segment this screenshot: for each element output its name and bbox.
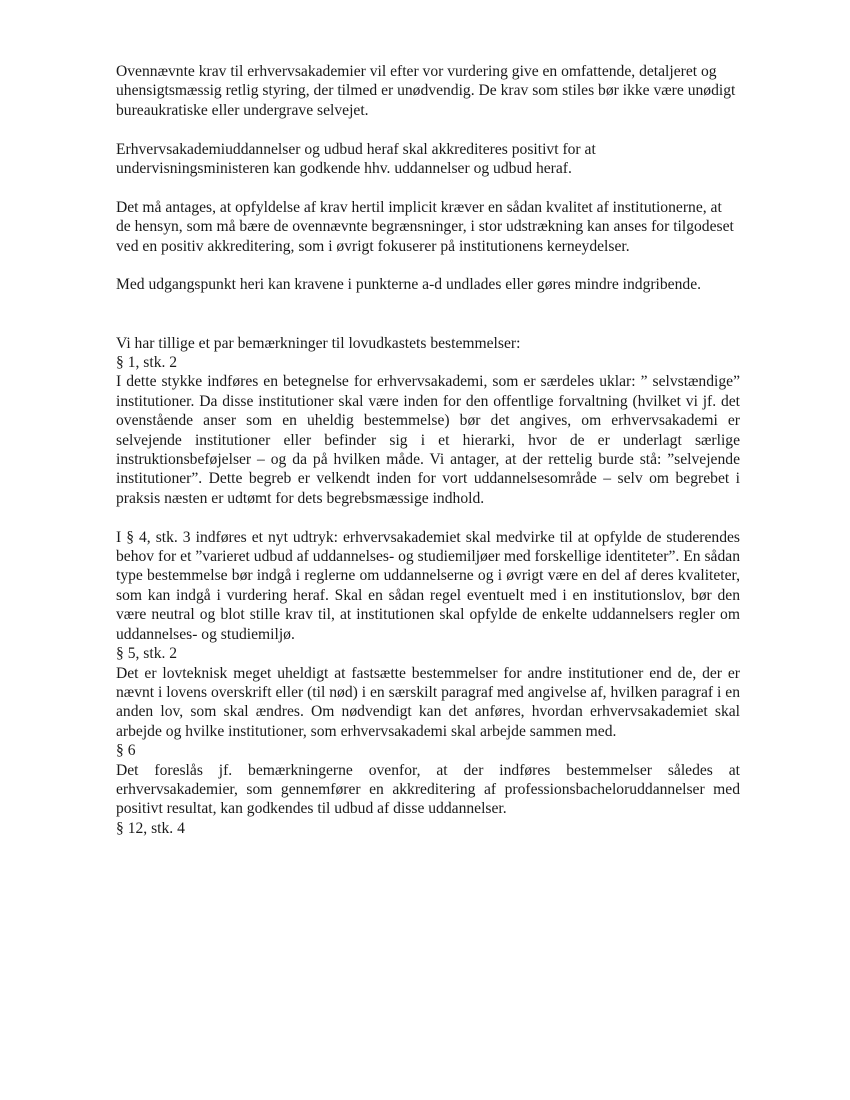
section-body-4-3: I § 4, stk. 3 indføres et nyt udtryk: erhvervsakademiet skal medvirke til at opfylde de studerendes behov for et ”varieret udbud af uddannelses- og studiemiljøer med forskellige identiteter”. En sådan type bestemmelse bør indgå i reglerne om uddannelserne og i øvrigt være en del af deres kvaliteter, som kan indgå i vurdering heraf. Skal en sådan regel eventuelt med i en institutionslov, bør den være neutral og blot stille krav til, at institutionen skal opfylde de enkelte uddannelsers regler om uddannelses- og studiemiljø. <box>116 528 740 643</box>
section-heading-5-2: § 5, stk. 2 <box>116 645 178 663</box>
section-heading-12-4: § 12, stk. 4 <box>116 819 185 837</box>
section-heading-1-2: § 1, stk. 2 <box>116 354 178 372</box>
section-body-6: Det foreslås jf. bemærkningerne ovenfor, at der indføres bestemmelser således at erhvervsakademier, som gennemfører en akkreditering af professionsbacheloruddannelser med positivt resultat, kan godkendes til udbud af disse uddannelser. <box>116 761 740 818</box>
paragraph-accreditation: Erhvervsakademiuddannelser og udbud heraf skal akkrediteres positivt for at undervisningsministeren kan godkende hhv. uddannelser og udbud heraf. <box>116 140 596 178</box>
paragraph-starting-point: Med udgangspunkt heri kan kravene i punkterne a-d undlades eller gøres mindre indgribende. <box>116 276 702 294</box>
section-body-5-2: Det er lovteknisk meget uheldigt at fastsætte bestemmelser for andre institutioner end de, der er nævnt i lovens overskrift eller (til nød) i en særskilt paragraf med angivelse af, hvilken paragraf i en anden lov, som skal ændres. Om nødvendigt kan det anføres, hvordan erhvervsakademiet skal arbejde og hvilke institutioner, som erhvervsakademi skal arbejde sammen med. <box>116 664 740 740</box>
paragraph-requirements-assessment: Ovennævnte krav til erhvervsakademier vil efter vor vurdering give en omfattende, detaljeret og uhensigtsmæssig retlig styring, der tilmed er unødvendig. De krav som stiles bør ikke være unødigt bureaukratiske eller undergrave selvejet. <box>116 63 736 119</box>
document-page <box>116 62 740 838</box>
paragraph-remarks-intro: Vi har tillige et par bemærkninger til lovudkastets bestemmelser: <box>116 334 521 352</box>
section-body-1-2: I dette stykke indføres en betegnelse for erhvervsakademi, som er særdeles uklar: ” selvstændige” institutioner. Da disse institutioner skal være inden for den offentlige forvaltning (hvilket vi jf. det ovenstående anser som en uheldig bestemmelse) bør det angives, om erhvervsakademi er selvejende institutioner eller befinder sig i et hierarki, hvor de er underlagt særlige instruktionsbeføjelser – og da på hvilken måde. Vi antager, at der rettelig burde stå: ”selvejende institutioner”. Dette begreb er velkendt inden for vort uddannelsesområde – selv om begrebet i praksis næsten er udtømt for dets begrebsmæssige indhold. <box>116 373 740 507</box>
paragraph-quality-assumption: Det må antages, at opfyldelse af krav hertil implicit kræver en sådan kvalitet af institutionerne, at de hensyn, som må bære de ovennævnte begrænsninger, i stor udstrækning kan anses for tilgodeset ved en positiv akkreditering, som i øvrigt fokuserer på institutionens kerneydelser. <box>116 198 734 255</box>
section-heading-6: § 6 <box>116 742 136 760</box>
